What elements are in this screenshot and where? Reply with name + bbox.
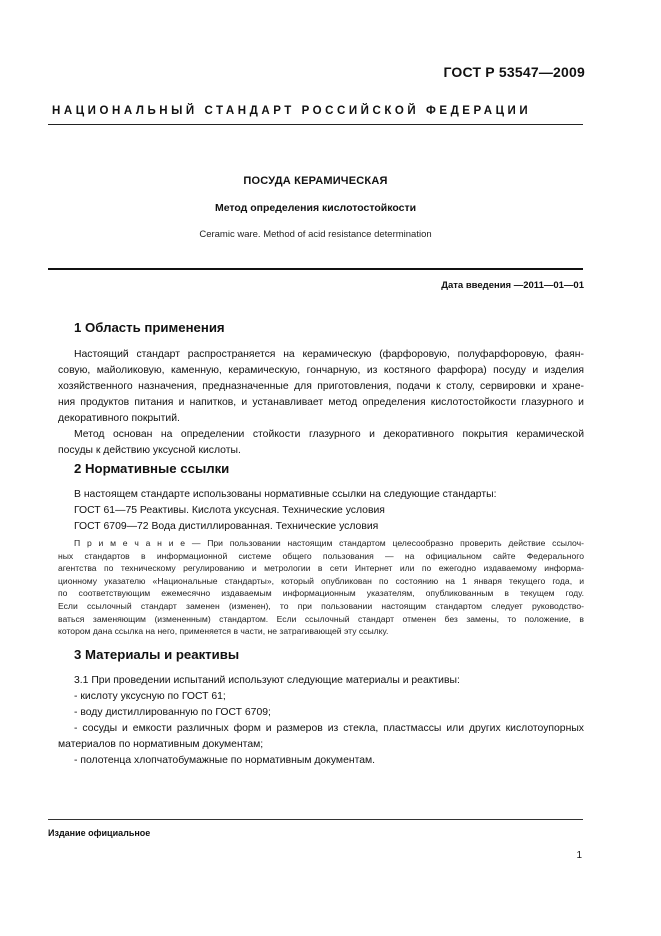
section-1-line: ния продуктов питания и напитков, и устанавливает метод определения кислотостойкости глазурного и [58, 397, 584, 408]
section-3-body [58, 673, 584, 769]
material-item: - воду дистиллированную по ГОСТ 6709; [74, 707, 271, 718]
header-divider [48, 124, 583, 125]
note-line: П р и м е ч а н и е — При пользовании настоящим стандартом целесообразно проверить действие ссылоч- [74, 538, 584, 548]
section-3-heading: 3 Материалы и реактивы [74, 647, 240, 662]
note-line: ционному указателю «Национальные стандарты», который опубликован по состоянию на 1 января текущего года, и [58, 575, 584, 586]
title-divider [48, 268, 583, 270]
standard-subtitle: Метод определения кислотостойкости [214, 202, 417, 214]
note-line: Если ссылочный стандарт заменен (изменен), то при пользовании настоящим стандартом следует руководство- [58, 600, 584, 611]
edition-label: Издание официальное [48, 828, 151, 838]
note-line: ваться заменяющим (измененным) стандартом. Если ссылочный стандарт отменен без замены, то положение, в [58, 613, 584, 624]
note-line: агентства по техническому регулированию и метрологии в сети Интернет или по ежегодно издаваемому информа- [58, 563, 584, 574]
material-item: - полотенца хлопчатобумажные по нормативным документам. [74, 755, 376, 766]
section-1-body [58, 347, 584, 459]
section-1-line: Настоящий стандарт распространяется на керамическую (фарфоровую, полуфарфоровую, фаян- [74, 349, 584, 360]
document-number: ГОСТ Р 53547—2009 [443, 64, 585, 80]
section-2-heading: 2 Нормативные ссылки [74, 461, 230, 476]
material-item: материалов по нормативным документам; [58, 739, 264, 750]
section-1-line: декоративного покрытий. [58, 413, 180, 424]
section-2-note [58, 537, 584, 638]
material-item: - сосуды и емкости различных форм и размеров из стекла, пластмассы или других кислотоупорных [74, 723, 584, 734]
note-line: котором дана ссылка на него, применяется в части, не затрагивающей эту ссылку. [58, 626, 389, 637]
english-title: Ceramic ware. Method of acid resistance determination [199, 229, 432, 240]
section-2-intro: В настоящем стандарте использованы нормативные ссылки на следующие стандарты: [74, 489, 497, 500]
note-line: по соответствующим ежемесячно издаваемым информационным указателям, опубликованным в текущем году. [58, 588, 584, 599]
national-standard-banner: НАЦИОНАЛЬНЫЙ СТАНДАРТ РОССИЙСКОЙ ФЕДЕРАЦИИ [52, 105, 532, 117]
section-3-intro: 3.1 При проведении испытаний используют следующие материалы и реактивы: [74, 675, 460, 686]
section-1-line: посуды к действию уксусной кислоты. [58, 445, 241, 456]
page-number: 1 [576, 850, 582, 861]
section-2-body [58, 487, 584, 535]
section-1-line: совую, майоликовую, каменную, керамическую, гончарную, из костяного фарфора) посуду и изделия [58, 365, 584, 376]
section-1-line: хозяйственного назначения, предназначенные для приготовления, подачи к столу, сервировки и хране- [58, 381, 584, 392]
note-line: ных стандартов в информационной системе общего пользования — на официальном сайте Федерального [58, 550, 584, 561]
standard-title: ПОСУДА КЕРАМИЧЕСКАЯ [243, 175, 388, 187]
material-item: - кислоту уксусную по ГОСТ 61; [74, 691, 226, 702]
reference-item: ГОСТ 6709—72 Вода дистиллированная. Технические условия [74, 521, 379, 532]
reference-item: ГОСТ 61—75 Реактивы. Кислота уксусная. Технические условия [74, 505, 385, 516]
section-1-line: Метод основан на определении стойкости глазурного и декоративного покрытия керамической [74, 429, 584, 440]
introduction-date: Дата введения —2011—01—01 [441, 280, 584, 291]
section-1-heading: 1 Область применения [74, 320, 225, 335]
footer-divider [48, 819, 583, 820]
